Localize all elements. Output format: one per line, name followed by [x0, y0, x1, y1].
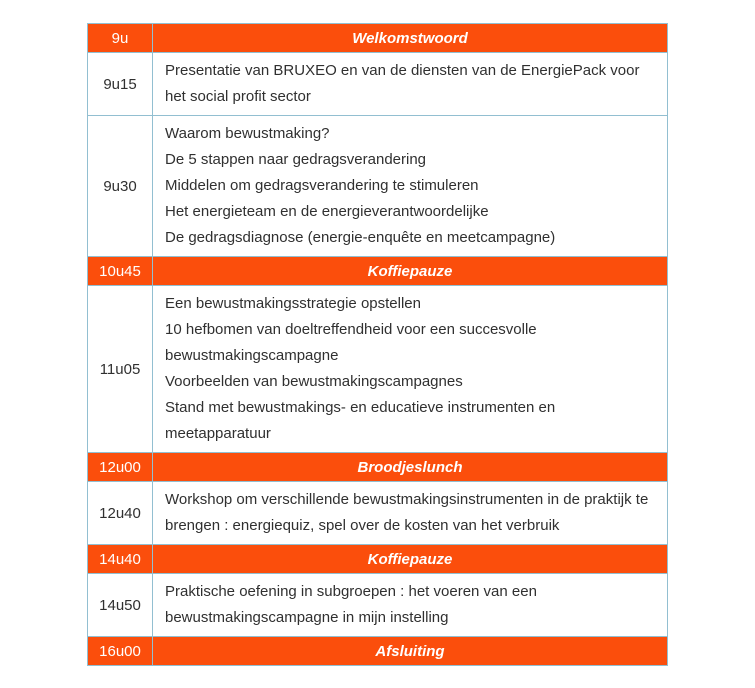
agenda-table: [87, 23, 668, 666]
break-title-cell: Broodjeslunch: [153, 453, 668, 482]
break-row: [88, 24, 668, 53]
break-row: [88, 545, 668, 574]
time-cell: 16u00: [88, 637, 153, 666]
session-row: [88, 574, 668, 637]
session-line: Workshop om verschillende bewustmakingsinstrumenten in de praktijk te brengen : energiequiz, spel over de kosten van het verbruik: [165, 491, 649, 534]
time-cell: 12u00: [88, 453, 153, 482]
session-description-cell: [153, 116, 668, 257]
time-cell: 9u: [88, 24, 153, 53]
session-line: 10 hefbomen van doeltreffendheid voor een succesvolle bewustmakingscampagne: [165, 321, 537, 364]
session-line: Een bewustmakingsstrategie opstellen: [165, 295, 421, 312]
session-line: Presentatie van BRUXEO en van de diensten van de EnergiePack voor het social profit sector: [165, 62, 640, 105]
time-cell: 9u30: [88, 116, 153, 257]
break-row: [88, 257, 668, 286]
break-title-cell: Koffiepauze: [153, 257, 668, 286]
session-row: [88, 482, 668, 545]
session-description-cell: [153, 286, 668, 453]
session-line: De 5 stappen naar gedragsverandering: [165, 151, 427, 168]
session-row: [88, 116, 668, 257]
time-cell: 14u50: [88, 574, 153, 637]
session-line: Stand met bewustmakings- en educatieve instrumenten en meetapparatuur: [165, 399, 556, 442]
session-line: Praktische oefening in subgroepen : het voeren van een bewustmakingscampagne in mijn instelling: [165, 583, 537, 626]
break-row: [88, 453, 668, 482]
session-line: Middelen om gedragsverandering te stimuleren: [165, 177, 479, 194]
session-row: [88, 53, 668, 116]
break-title-cell: Afsluiting: [153, 637, 668, 666]
time-cell: 10u45: [88, 257, 153, 286]
agenda-table-body: [88, 24, 668, 666]
session-line: De gedragsdiagnose (energie-enquête en meetcampagne): [165, 229, 556, 246]
break-title-cell: Koffiepauze: [153, 545, 668, 574]
session-description-cell: [153, 482, 668, 545]
session-row: [88, 286, 668, 453]
session-line: Waarom bewustmaking?: [165, 125, 330, 142]
time-cell: 14u40: [88, 545, 153, 574]
break-title-cell: Welkomstwoord: [153, 24, 668, 53]
break-row: [88, 637, 668, 666]
time-cell: 11u05: [88, 286, 153, 453]
time-cell: 12u40: [88, 482, 153, 545]
session-line: Het energieteam en de energieverantwoordelijke: [165, 203, 489, 220]
session-description-cell: [153, 574, 668, 637]
session-line: Voorbeelden van bewustmakingscampagnes: [165, 373, 463, 390]
session-description-cell: [153, 53, 668, 116]
time-cell: 9u15: [88, 53, 153, 116]
